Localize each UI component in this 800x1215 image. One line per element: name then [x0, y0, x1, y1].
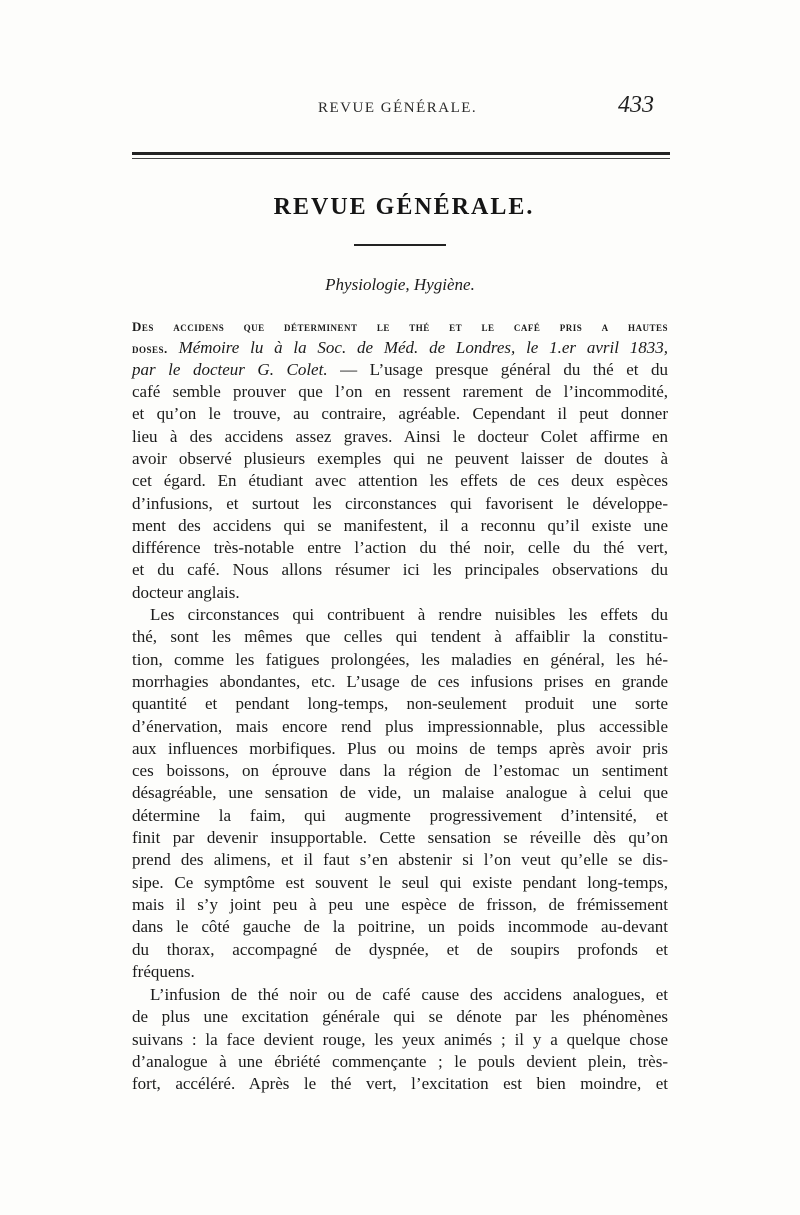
- header-rule-thin: [132, 158, 670, 159]
- page-title: REVUE GÉNÉRALE.: [273, 194, 535, 220]
- article-heading-line-1: [132, 315, 668, 338]
- text-line: finit par devenir insupportable. Cette sensation se réveille dès qu’on: [132, 828, 668, 847]
- article-heading-line-3: [132, 359, 668, 381]
- text-line: fort, accéléré. Après le thé vert, l’excitation est bien moindre, et: [132, 1074, 668, 1094]
- text-line: cet égard. En étudiant avec attention les effets de ces deux espèces: [132, 471, 668, 491]
- text-line: fréquens.: [132, 961, 195, 981]
- text-line: et du café. Nous allons résumer ici les principales observations du: [132, 560, 668, 580]
- text-line: différence très-notable entre l’action du thé noir, celle du thé vert,: [132, 538, 668, 558]
- text-line: d’infusions, et surtout les circonstances qui favorisent le développe-: [132, 493, 668, 513]
- text-line: aux influences morbifiques. Plus ou moins de temps après avoir pris: [132, 738, 668, 758]
- page-number: 433: [618, 92, 654, 118]
- text-line: dans le côté gauche de la poitrine, un poids incommode au-devant: [132, 917, 668, 937]
- article-body-start: — L’usage presque général du thé et du: [340, 360, 669, 379]
- text-line: tion, comme les fatigues prolongées, les maladies en général, les hé-: [132, 649, 668, 669]
- text-line: docteur anglais.: [132, 582, 240, 602]
- article-heading-caps: Des accidens que déterminent le thé et le café pris a hautes: [132, 319, 668, 334]
- text-line: d’analogue à une ébriété commençante ; le pouls devient plein, très-: [132, 1051, 668, 1071]
- title-rule: [354, 244, 446, 246]
- text-line: désagréable, une sensation de vide, un malaise analogue à celui que: [132, 783, 668, 803]
- text-line: morrhagies abondantes, etc. L’usage de ces infusions prises en grande: [132, 671, 668, 691]
- running-head: REVUE GÉNÉRALE.: [318, 100, 478, 116]
- text-line: café semble prouver que l’on en ressent rarement de l’incommodité,: [132, 382, 668, 401]
- text-line: ment des accidens qui se manifestent, il a reconnu qu’il existe une: [132, 515, 668, 535]
- text-line: prend des alimens, et il faut s’en abstenir si l’on veut qu’elle se dis-: [132, 850, 668, 870]
- text-line: ces boissons, on éprouve dans la région de l’estomac un sentiment: [132, 761, 668, 781]
- article-heading-line-2: [132, 337, 668, 360]
- text-line: détermine la faim, qui augmente progressivement d’intensité, et: [132, 805, 668, 825]
- header-rule-thick: [132, 152, 670, 155]
- text-line: mais il s’y joint peu à peu une espèce de frisson, de frémissement: [132, 894, 668, 914]
- text-line: sipe. Ce symptôme est souvent le seul qui existe pendant long-temps,: [132, 872, 668, 892]
- article-source-citation: Mémoire lu à la Soc. de Méd. de Londres, le 1.er avril 1833,: [178, 338, 668, 357]
- article-heading-caps-end: doses.: [132, 341, 168, 356]
- text-line: quantité et pendant long-temps, non-seulement produit une sorte: [132, 694, 668, 714]
- text-line: avoir observé plusieurs exemples qui ne peuvent laisser de doutes à: [132, 448, 668, 468]
- text-line: de plus une excitation générale qui se dénote par les phénomènes: [132, 1007, 668, 1027]
- article-author: par le docteur G. Colet.: [132, 360, 328, 379]
- text-line: lieu à des accidens assez graves. Ainsi le docteur Colet affirme en: [132, 426, 668, 446]
- text-line: d’énervation, mais encore rend plus impressionnable, plus accessible: [132, 716, 668, 736]
- text-line: suivans : la face devient rouge, les yeux animés ; il y a quelque chose: [132, 1029, 668, 1049]
- text-line: Les circonstances qui contribuent à rendre nuisibles les effets du: [150, 605, 668, 624]
- text-line: et qu’on le trouve, au contraire, agréable. Cependant il peut donner: [132, 404, 668, 424]
- text-line: L’infusion de thé noir ou de café cause des accidens analogues, et: [150, 985, 668, 1004]
- text-line: thé, sont les mêmes que celles qui tendent à affaiblir la constitu-: [132, 627, 668, 647]
- section-heading: Physiologie, Hygiène.: [325, 275, 475, 294]
- text-line: du thorax, accompagné de dyspnée, et de soupirs profonds et: [132, 939, 668, 959]
